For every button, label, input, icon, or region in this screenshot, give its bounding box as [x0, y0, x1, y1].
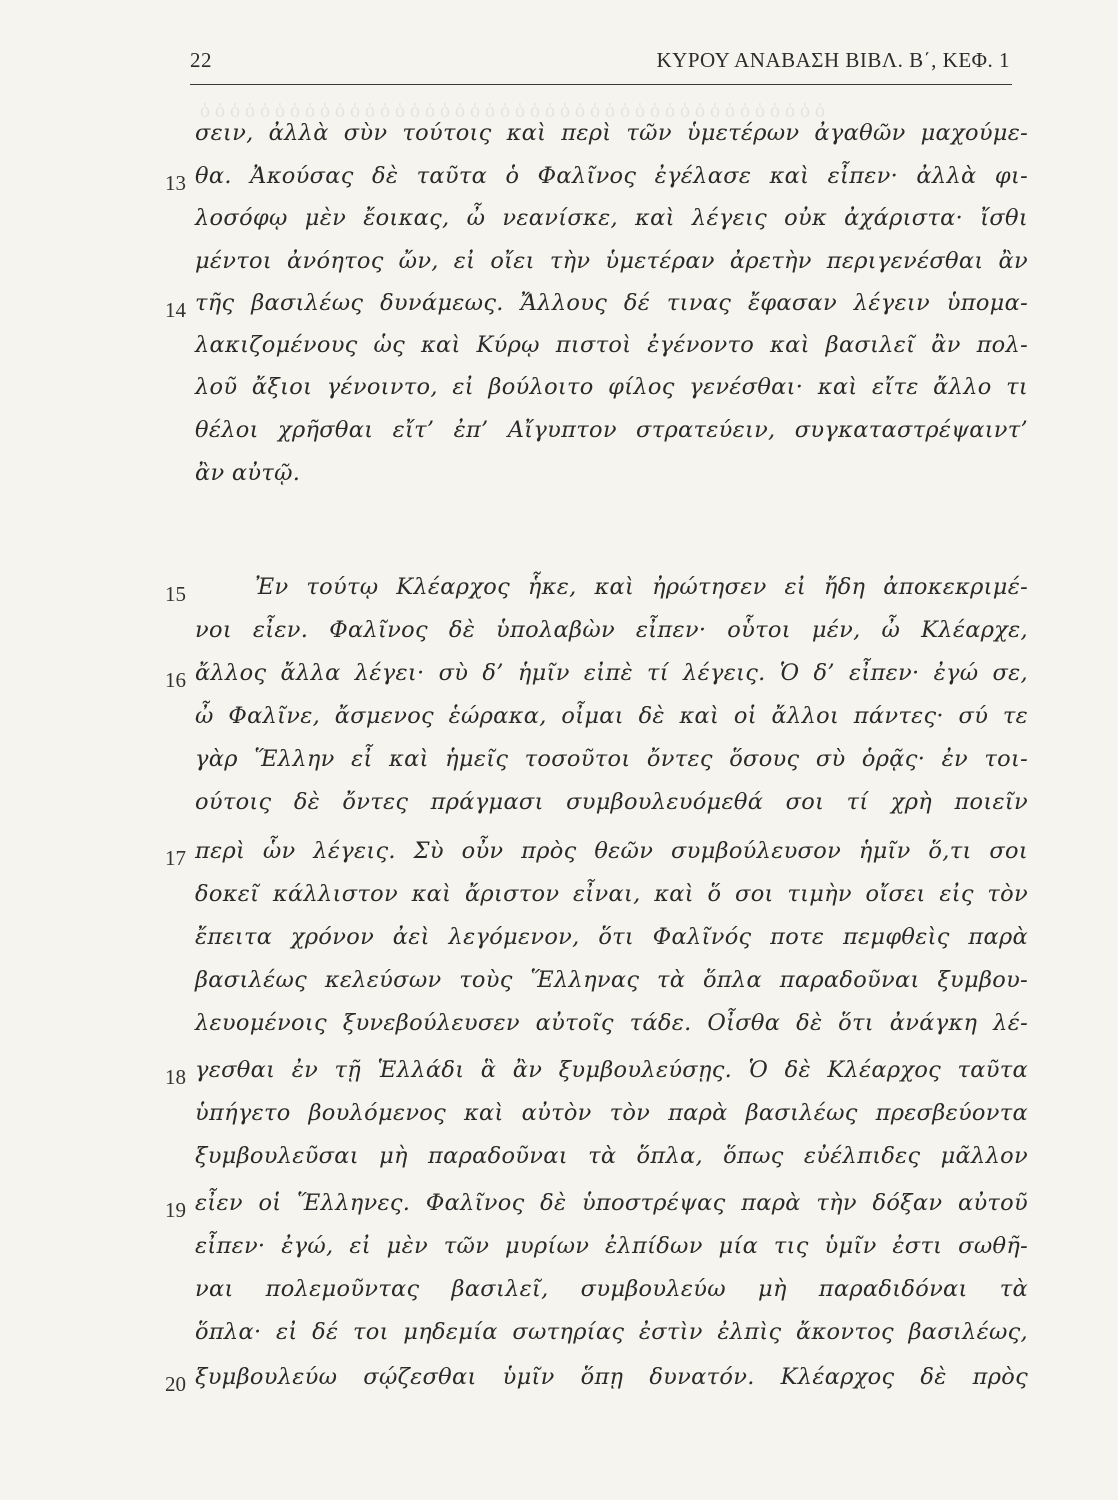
text-line: ναι πολεμοῦντας βασιλεῖ, συμβουλεύω μὴ παραδιδόναι τὰ: [195, 1276, 1028, 1302]
page-number: 22: [190, 48, 212, 72]
text-line: εἶεν οἱ Ἕλληνες. Φαλῖνος δὲ ὑποστρέψας παρὰ τὴν δόξαν αὐτοῦ: [195, 1190, 1028, 1216]
text-line: μέντοι ἀνόητος ὤν, εἰ οἴει τὴν ὑμετέραν ἀρετὴν περιγενέσθαι ἂν: [195, 248, 1028, 274]
text-line: σειν, ἀλλὰ σὺν τούτοις καὶ περὶ τῶν ὑμετέρων ἀγαθῶν μαχούμε-: [195, 120, 1028, 146]
section-number: 16: [165, 668, 186, 692]
text-line: ἂν αὐτῷ.: [195, 460, 301, 486]
section-number: 14: [165, 298, 186, 322]
text-line: ὦ Φαλῖνε, ἄσμενος ἑώρακα, οἶμαι δὲ καὶ οἱ ἄλλοι πάντες· σύ τε: [195, 703, 1028, 729]
section-number: 19: [165, 1198, 186, 1222]
text-line: θα. Ἀκούσας δὲ ταῦτα ὁ Φαλῖνος ἐγέλασε καὶ εἶπεν· ἀλλὰ φι-: [195, 163, 1028, 189]
text-line: γεσθαι ἐν τῇ Ἑλλάδι ἃ ἂν ξυμβουλεύσῃς. Ὁ δὲ Κλέαρχος ταῦτα: [195, 1057, 1028, 1083]
text-line: λακιζομένους ὡς καὶ Κύρῳ πιστοὶ ἐγένοντο καὶ βασιλεῖ ἂν πολ-: [195, 332, 1028, 358]
text-line: ξυμβουλεύω σῴζεσθαι ὑμῖν ὅπῃ δυνατόν. Κλέαρχος δὲ πρὸς: [195, 1364, 1028, 1390]
section-number: 18: [165, 1065, 186, 1089]
section-number: 13: [165, 171, 186, 195]
text-line: λοσόφῳ μὲν ἔοικας, ὦ νεανίσκε, καὶ λέγεις οὐκ ἀχάριστα· ἴσθι: [195, 205, 1028, 231]
text-line: θέλοι χρῆσθαι εἴτ’ ἐπ’ Αἴγυπτον στρατεύειν, συγκαταστρέψαιντ’: [195, 417, 1028, 443]
text-line: βασιλέως κελεύσων τοὺς Ἕλληνας τὰ ὅπλα παραδοῦναι ξυμβου-: [195, 967, 1028, 993]
text-line: ξυμβουλεῦσαι μὴ παραδοῦναι τὰ ὅπλα, ὅπως εὐέλπιδες μᾶλλον: [195, 1143, 1028, 1169]
text-line: περὶ ὧν λέγεις. Σὺ οὖν πρὸς θεῶν συμβούλευσον ἡμῖν ὅ,τι σοι: [195, 838, 1028, 864]
text-line: νοι εἶεν. Φαλῖνος δὲ ὑπολαβὼν εἶπεν· οὗτοι μέν, ὦ Κλέαρχε,: [195, 617, 1028, 643]
section-number: 17: [165, 846, 186, 870]
section-number: 15: [165, 582, 186, 606]
text-line: δοκεῖ κάλλιστον καὶ ἄριστον εἶναι, καὶ ὅ σοι τιμὴν οἴσει εἰς τὸν: [195, 881, 1028, 907]
text-line: ὑπήγετο βουλόμενος καὶ αὐτὸν τὸν παρὰ βασιλέως πρεσβεύοντα: [195, 1100, 1028, 1126]
section-number: 20: [165, 1372, 186, 1396]
bleed-through-texture: ὁ ὁ ὁ ὁ ὁ ὁ ὁ ὁ ὁ ὁ ὁ ὁ ὁ ὁ ὁ ὁ ὁ ὁ ὁ ὁ ὁ ὁ ὁ ὁ ὁ ὁ ὁ ὁ ὁ ὁ ὁ ὁ ὁ ὁ ὁ ὁ ὁ ὁ ὁ ὁ ὁ ὁ: [200, 100, 825, 122]
text-line: εἶπεν· ἐγώ, εἰ μὲν τῶν μυρίων ἐλπίδων μία τις ὑμῖν ἐστι σωθῆ-: [195, 1233, 1028, 1259]
text-line: τῆς βασιλέως δυνάμεως. Ἄλλους δέ τινας ἔφασαν λέγειν ὑπομα-: [195, 290, 1028, 316]
text-line: γὰρ Ἕλλην εἶ καὶ ἡμεῖς τοσοῦτοι ὄντες ὅσους σὺ ὁρᾷς· ἐν τοι-: [195, 746, 1028, 772]
text-line: λοῦ ἄξιοι γένοιντο, εἰ βούλοιτο φίλος γενέσθαι· καὶ εἴτε ἄλλο τι: [195, 374, 1028, 400]
text-line: ούτοις δὲ ὄντες πράγμασι συμβουλευόμεθά σοι τί χρὴ ποιεῖν: [195, 789, 1028, 815]
text-line: Ἐν τούτῳ Κλέαρχος ἧκε, καὶ ἠρώτησεν εἰ ἤδη ἀποκεκριμέ-: [255, 574, 1028, 600]
text-line: ὅπλα· εἰ δέ τοι μηδεμία σωτηρίας ἐστὶν ἐλπὶς ἄκοντος βασιλέως,: [195, 1319, 1028, 1345]
running-header: [190, 48, 1012, 78]
text-line: ἄλλος ἄλλα λέγει· σὺ δ’ ἡμῖν εἰπὲ τί λέγεις. Ὁ δ’ εἶπεν· ἐγώ σε,: [195, 660, 1028, 686]
text-line: λευομένοις ξυνεβούλευσεν αὐτοῖς τάδε. Οἶσθα δὲ ὅτι ἀνάγκη λέ-: [195, 1010, 1028, 1036]
text-line: ἔπειτα χρόνον ἀεὶ λεγόμενον, ὅτι Φαλῖνός ποτε πεμφθεὶς παρὰ: [195, 924, 1028, 950]
running-title: ΚΥΡΟΥ ΑΝΑΒΑΣΗ ΒΙΒΛ. Β΄, ΚΕΦ. 1: [656, 48, 1010, 72]
header-rule: [190, 84, 1012, 85]
